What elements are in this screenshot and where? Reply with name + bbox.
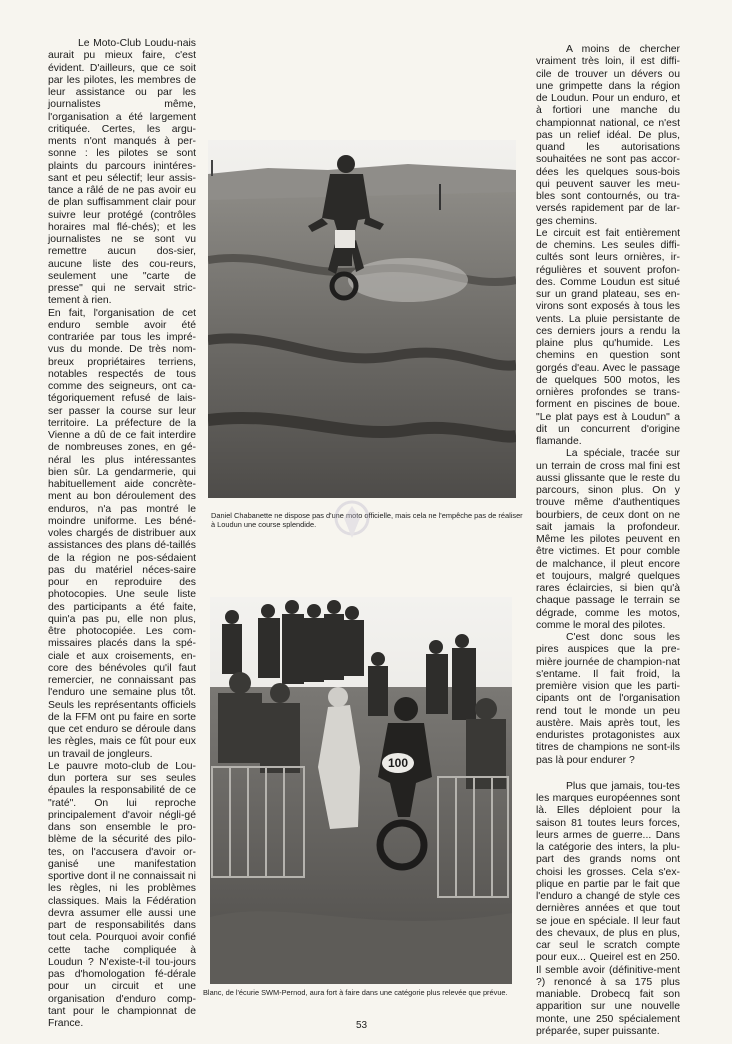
watermark-logo-icon: [332, 498, 372, 544]
page-number: 53: [356, 1020, 368, 1031]
caption-bottom-photo: Blanc, de l'écurie SWM-Pernod, aura fort à faire dans une catégorie plus relevée que prévue.: [203, 988, 508, 997]
right-paragraph-2: Le circuit est fait entièrement de chemins. Les seules diffi-cultés sont leurs ornières, ir-régulières et souvent profon-des. Comme Loudun est situé sur un grand plateau, ses en-virons sont exposés à tous les vents. La pluie persistante de ces derniers jours a rendu la plaine plus qu'humide. Les chemins en question sont gorgés d'eau. Avec le passage de quelques 500 motos, les ornières profondes se trans-forment en piscines de boue. "Le plat pays est à Loudun" a dit un concurrent d'origine flamande.: [536, 227, 680, 447]
left-paragraph-3: Le pauvre moto-club de Lou-dun portera sur ses seules épaules la responsabilité de ce "raté". On lui reproche principalement d'avoir négli-gé dans son ensemble le pro-blème de la sécurité des pilo-tes, on l'accusera d'avoir or-ganisé une manifestation sportive dont il ne connaissait ni les règles, ni les problèmes classiques. Mais la Fédération devra assumer elle aussi une part de responsabilités dans tout cela. Pourquoi avoir confié cette tache compliquée à Loudun ? N'existe-t-il tou-jours pas d'homologation fé-dérale pour un circuit et une organisation d'enduro comp-tant pour le championnat de France.: [48, 760, 196, 1029]
right-paragraph-4: C'est donc sous les pires auspices que la pre-mière journée de champion-nat s'entame. Il fait froid, la première vision que les parti-cipants ont de l'organisation rend tout le monde un peu austère. Mais après tout, les enduristes protagonistes aux titres de champions ne sont-ils pas là pour endurer ?: [536, 632, 680, 766]
left-paragraph-2: En fait, l'organisation de cet enduro semble avoir été contrariée par tous les impré-vus du monde. De très nom-breux propriétaires terriens, notables respectés de tous comme des seigneurs, ont ca-tégoriquement refusé de lais-ser passer la course sur leur territoire. La préfecture de la Vienne a dû de ce fait interdire de nombreuses zones, en gé-néral les plus intéressantes bien sûr. La gendarmerie, qui habituellement aide concrète-ment au bon déroulement des enduros, n'a pas montré le moindre uniforme. Les béné-voles chargés de distribuer aux assistances des plans dé-taillés de la région ne pos-sédaient pas du matériel néces-saire pour en reproduire des photocopies. Une seule liste des participants a été faite, quin'a pas pu, elle non plus, être photocopiée. Les com-missaires placés dans la spé-ciale et aux croisements, en-core des bénévoles qu'il faut remercier, ne connaissant pas l'enduro une semaine plus tôt. Seuls les représentants officiels de la FFM ont pu faire en sorte que cet enduro se déroule dans les règles, mais ce fût pour eux un travail de jongleurs.: [48, 307, 196, 760]
left-paragraph-1: Le Moto-Club Loudu-nais aurait pu mieux faire, c'est évident. D'ailleurs, que ce soit par les pilotes, les membres de leur assistance ou par les journalistes même, l'organisation a été largement critiquée. Certes, les argu-ments n'ont manqués à per-sonne : les pilotes se sont plaints du parcours inintéres-sant et peu sélectif; leur assis-tance a râlé de ne pas avoir eu de plan suffisamment clair pour suivre leur protégé (contrôles horaires mal flé-chés); et les journalistes ne se sont vu remettre aucun dos-sier, aucune liste des cou-reurs, seulement une "carte de presse" qui ne servait stric-tement à rien.: [48, 38, 196, 307]
number-plate-text: 100: [387, 756, 409, 770]
right-paragraph-3: La spéciale, tracée sur un terrain de cross mal fini est aussi glissante que le reste du parcours, sinon plus. On y trouve même d'authentiques bourbiers, de ceux dont on ne sait jamais la profondeur. Même les pilotes peuvent en être victimes. Et pour comble de malchance, il pleut encore et toujours, malgré quelques rares éclaircies, si bien qu'à chaque passage le terrain se dégrade, comme les motos, comme le moral des pilotes.: [536, 448, 680, 631]
right-text-column: [536, 44, 680, 1038]
left-text-column: [48, 38, 196, 1030]
photo-rider-and-spectators: [210, 597, 512, 984]
photo-rider-muddy-track: [208, 140, 516, 498]
right-paragraph-5: Plus que jamais, tou-tes les marques européennes sont là. Elles déploient pour la saison 81 toutes leurs forces, leurs armes de guerre... Dans la catégorie des inters, la plu-part des grands noms ont choisi les grosses. Cela s'ex-plique en partie par le fait que l'enduro a changé de style ces dernières années et que tout se joue en spéciale. Il leur faut des chevaux, de plus en plus, car seul le scratch compte pour eux... Queirel est en 250. Il semble avoir (définitive-ment ?) renoncé à sa 175 plus maniable. Drobecq fait son apparition sur une nouvelle monte, une 250 spécialement préparée, super puissante.: [536, 780, 680, 1037]
caption-top-photo: Daniel Chabanette ne dispose pas d'une moto officielle, mais cela ne l'empêche pas de réaliser à Loudun une course splendide.: [211, 511, 523, 529]
right-paragraph-1: A moins de chercher vraiment très loin, il est diffi-cile de trouver un dévers ou une grimpette dans la région de Loudun. Pour un enduro, et à fortiori une manche du championnat national, ce n'est pas un relief idéal. De plus, quand les autorisations souhaitées ne sont pas accor-dées les quelques sous-bois qui peuvent sauver les meu-bles sont contournés, ou tra-versés rapidement par de lar-ges chemins.: [536, 44, 680, 227]
